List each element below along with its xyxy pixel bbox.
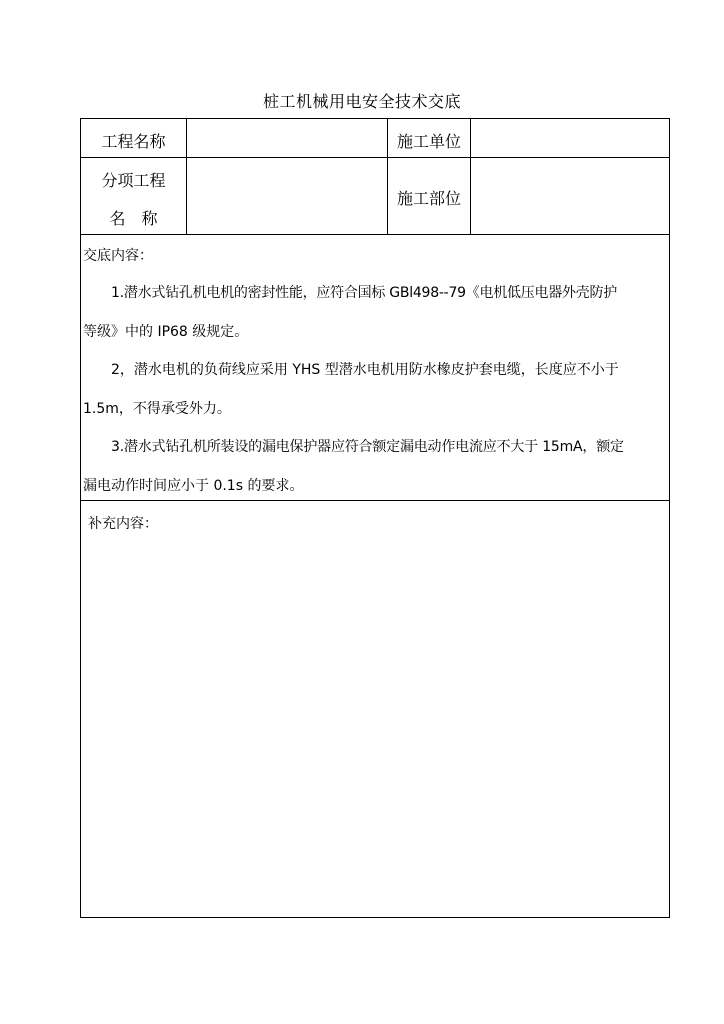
sub-project-label-line2: 名 称: [109, 209, 158, 228]
form-table: [80, 118, 670, 918]
content-line: 3.潜水式钻孔机所装设的漏电保护器应符合额定漏电动作电流应不大于 15mA，额定: [111, 439, 624, 455]
content-line: 1.潜水式钻孔机电机的密封性能，应符合国标 GBl498--79《电机低压电器外壳防护: [111, 285, 618, 301]
document-title: 桩工机械用电安全技术交底: [262, 92, 461, 111]
sub-project-label-line1: 分项工程: [101, 171, 166, 190]
location-label: 施工部位: [396, 189, 461, 208]
content-line: 1.5m，不得承受外力。: [83, 401, 231, 417]
unit-label: 施工单位: [396, 132, 461, 151]
column-divider: [470, 119, 471, 234]
column-divider: [186, 119, 187, 234]
content-line: 2，潜水电机的负荷线应采用 YHS 型潜水电机用防水橡皮护套电缆，长度应不小于: [111, 362, 619, 378]
content-heading: 交底内容：: [83, 248, 153, 264]
supplement-section: [83, 501, 667, 916]
content-line: 等级》中的 IP68 级规定。: [83, 324, 249, 340]
supplement-heading: 补充内容：: [88, 516, 158, 532]
content-line: 漏电动作时间应小于 0.1s 的要求。: [83, 478, 304, 494]
project-name-label: 工程名称: [101, 132, 166, 151]
disclosure-content: [83, 235, 667, 500]
row-divider: [81, 157, 669, 158]
